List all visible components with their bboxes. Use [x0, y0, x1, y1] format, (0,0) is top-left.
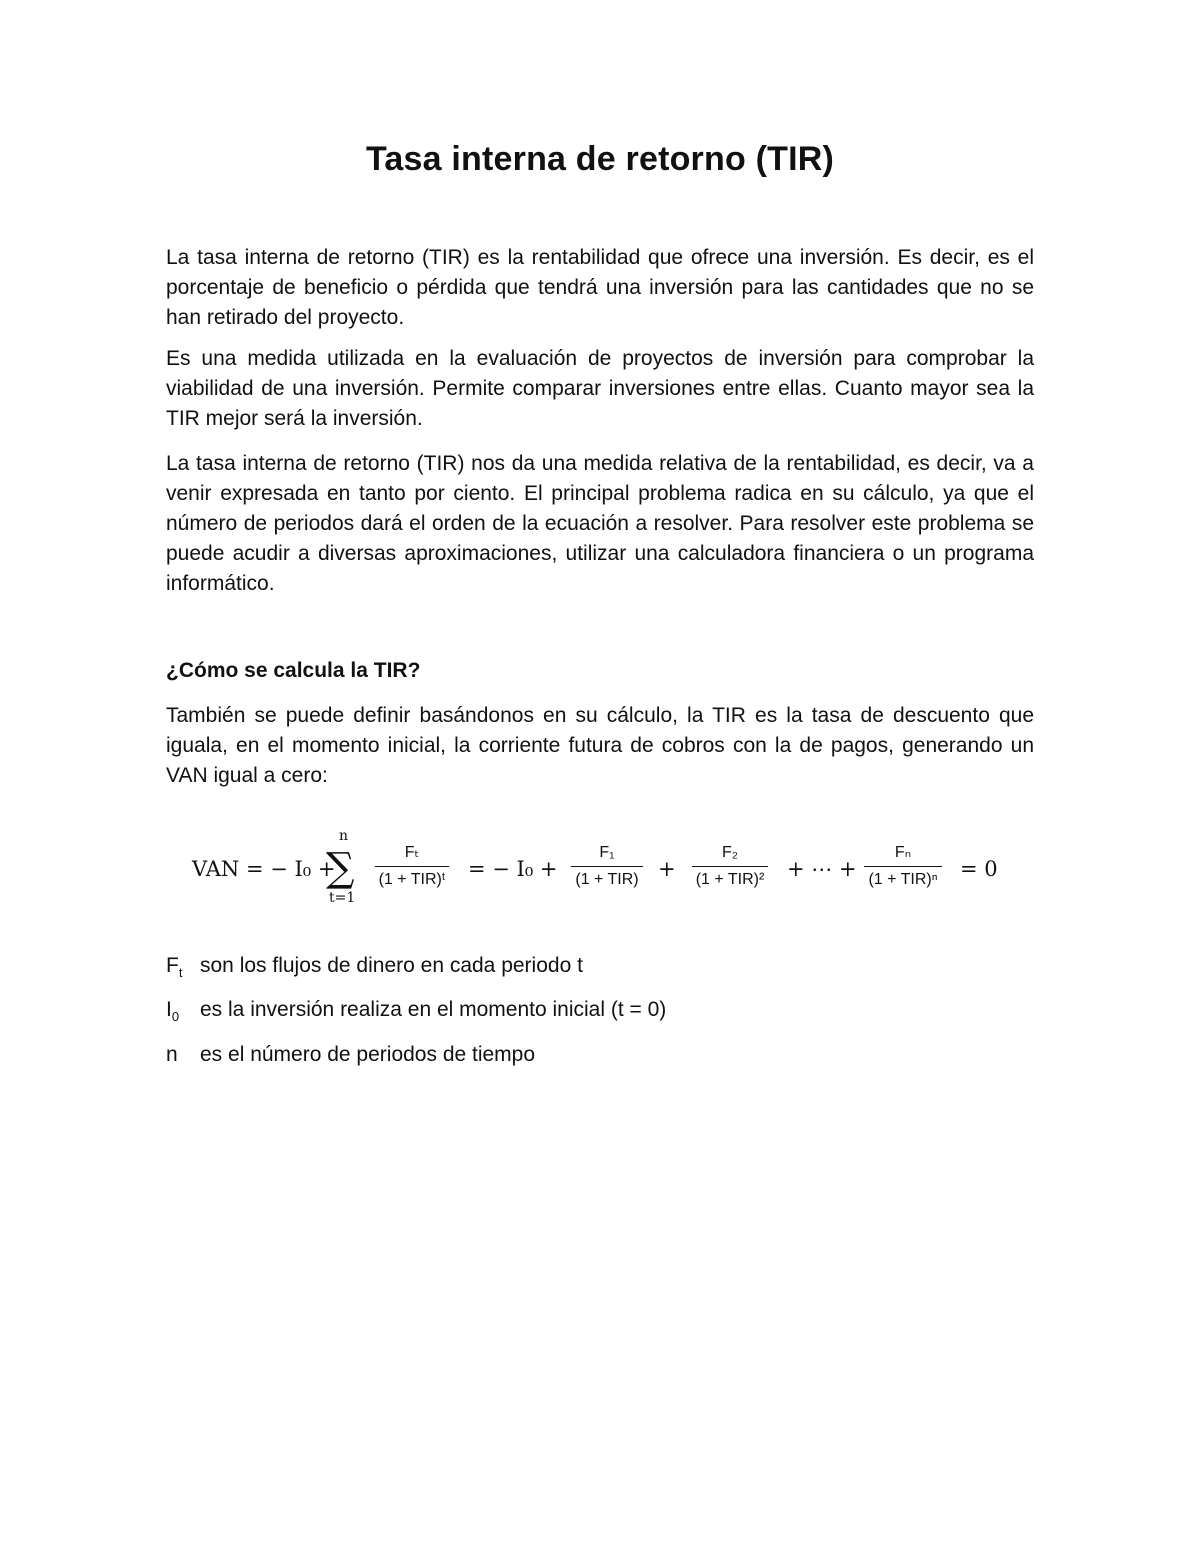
fraction-f1 [558, 840, 656, 893]
legend-text: son los flujos de dinero en cada periodo t [200, 954, 583, 977]
paragraph-calculation: También se puede definir basándonos en su cálculo, la TIR es la tasa de descuento que iguala, en el momento inicial, la corriente futura de cobros con la de pagos, generando un VAN igual a cero: [166, 704, 1034, 787]
fraction-f2-denominator: (1 + TIR)² [692, 866, 769, 893]
formula-lhs: VAN = − I₀ + [192, 857, 336, 881]
legend-item-i0 [166, 995, 666, 1032]
fraction-ft [358, 840, 466, 893]
fraction-fn-denominator: (1 + TIR)ⁿ [864, 866, 941, 893]
fraction-fn [848, 840, 958, 893]
paragraph-definition: La tasa interna de retorno (TIR) es la rentabilidad que ofrece una inversión. Es decir, es el porcentaje de beneficio o pérdida que tendrá una inversión para las cantidades que no se han retirado del proyecto. [166, 246, 1034, 329]
legend-text: es el número de periodos de tiempo [200, 1043, 536, 1066]
fraction-fn-numerator: Fₙ [894, 844, 912, 861]
fraction-ft-numerator: Fₜ [404, 844, 420, 861]
section-subtitle: ¿Cómo se calcula la TIR? [166, 659, 421, 682]
legend-symbol: $F_t$ [166, 954, 183, 981]
sum-upper-limit: n [339, 828, 349, 844]
sum-lower-limit: t=1 [329, 890, 356, 906]
fraction-f1-denominator: (1 + TIR) [571, 866, 642, 893]
formula-ellipsis: + ⋯ + [787, 857, 857, 881]
paragraph-usage: Es una medida utilizada en la evaluación de proyectos de inversión para comprobar la viabilidad de una inversión. Permite comparar inversiones entre ellas. Cuanto mayor sea la TIR mejor será la inversión. [166, 347, 1034, 430]
formula-plus: + [658, 857, 676, 881]
legend-text: es la inversión realiza en el momento inicial (t = 0) [200, 998, 667, 1021]
paragraph-relative-measure: La tasa interna de retorno (TIR) nos da una medida relativa de la rentabilidad, es decir, va a venir expresada en tanto por ciento. El principal problema radica en su cálculo, ya que el número de periodos dará el orden de la ecuación a resolver. Para resolver este problema se puede acudir a diversas aproximaciones, utilizar una calculadora financiera o un programa informático. [166, 452, 1034, 595]
formula-rhs: = 0 [960, 857, 998, 881]
fraction-f1-numerator: F₁ [599, 844, 615, 861]
legend-item-n [166, 1040, 535, 1077]
formula-middle: = − I₀ + [468, 857, 558, 881]
legend-symbol: n [166, 1043, 178, 1066]
fraction-f2 [675, 840, 785, 893]
fraction-f2-numerator: F₂ [722, 844, 738, 861]
legend-item-ft [166, 951, 583, 988]
fraction-ft-denominator: (1 + TIR)ᵗ [375, 866, 450, 893]
page-title: Tasa interna de retorno (TIR) [365, 140, 834, 178]
summation-icon: ∑ [326, 845, 355, 891]
legend-symbol: $I_0$ [166, 998, 180, 1025]
